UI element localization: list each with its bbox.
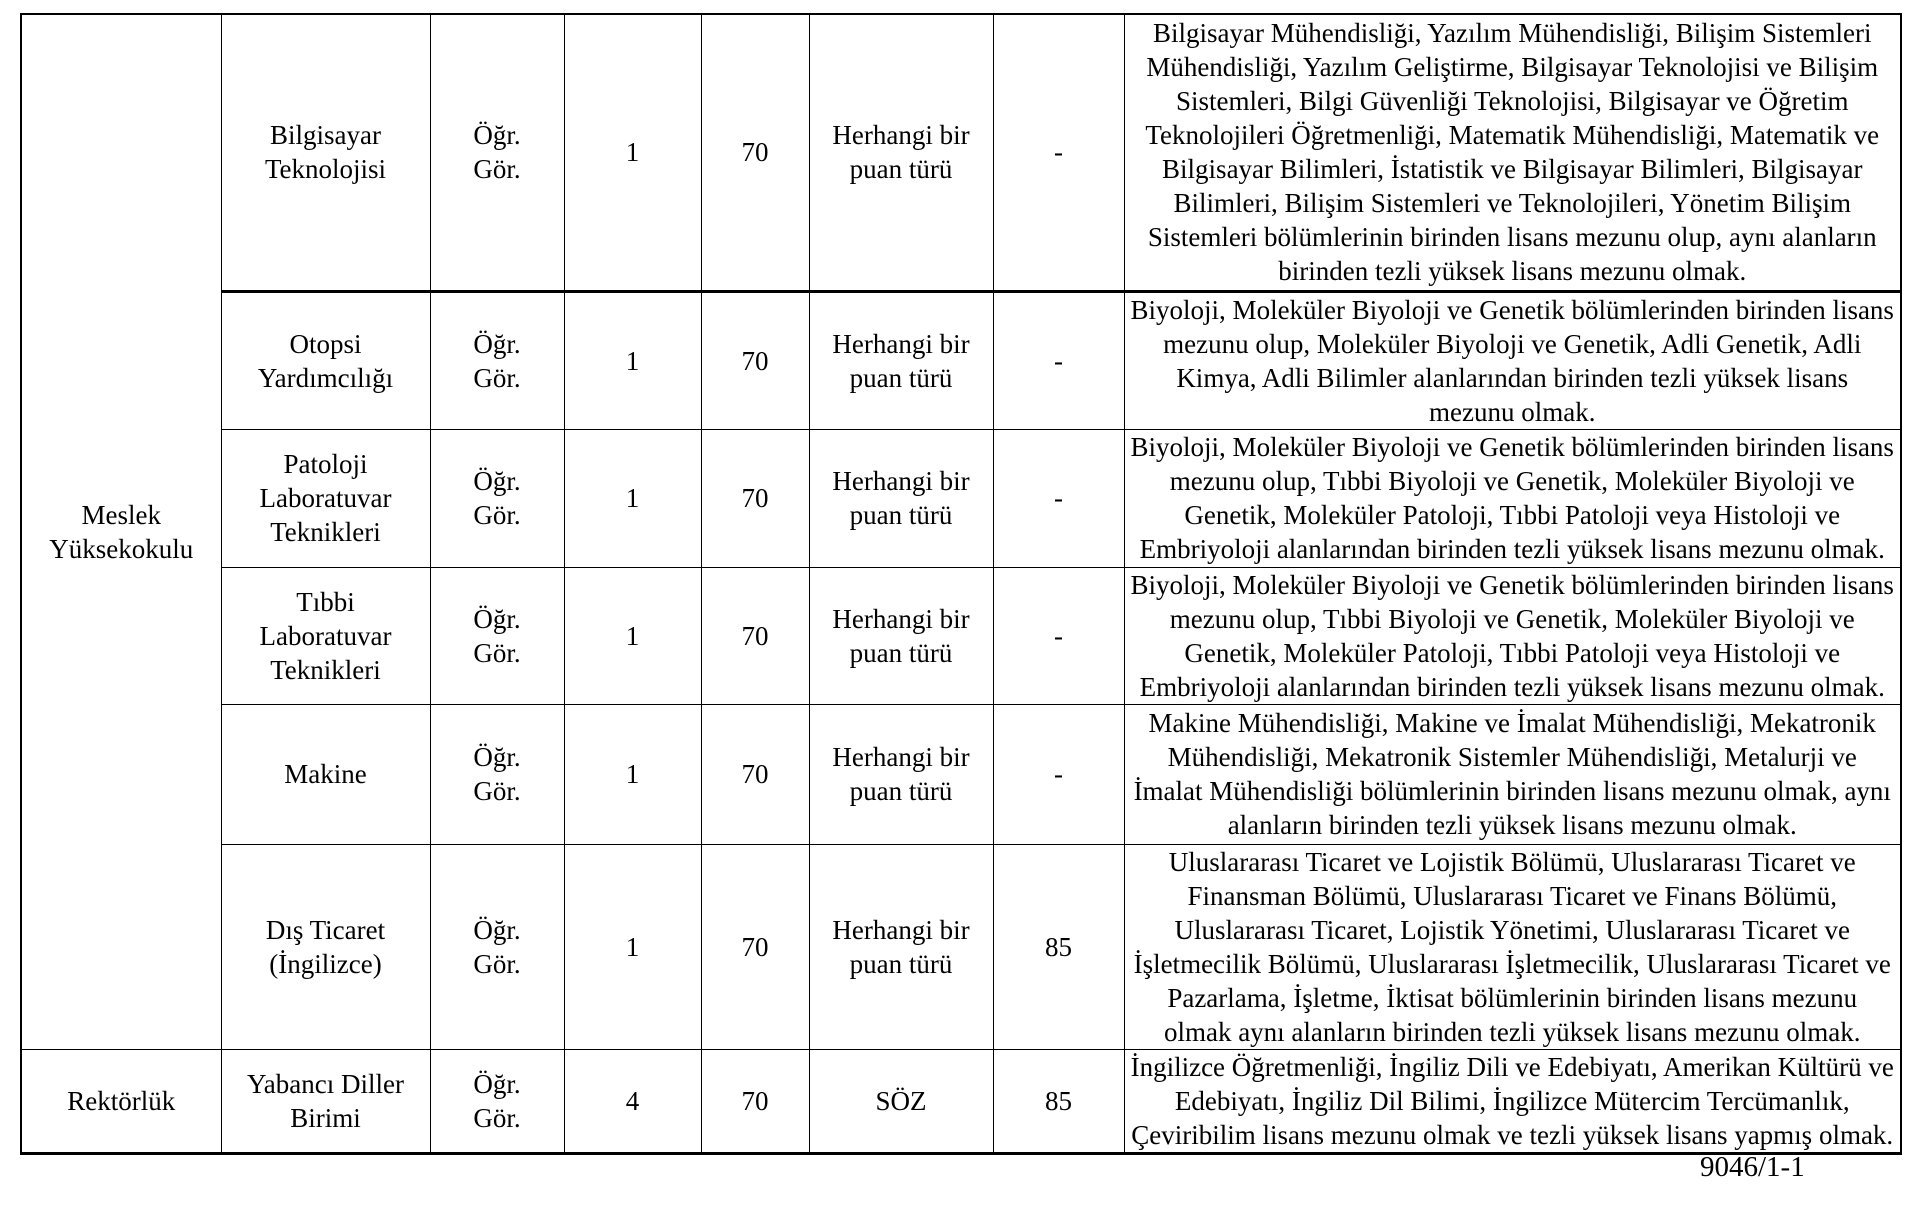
ales-score-value: 70	[741, 1085, 769, 1116]
description-text: Bilgisayar Mühendisliği, Yazılım Mühendisliği, Bilişim Sistemleri Mühendisliği, Yazılım Geliştirme, Bilgisayar Teknolojisi ve Bilişim Sistemleri, Bilgi Güvenliği Teknolojisi, Bilgisayar ve Öğretim Teknolojileri Öğretmenliği, Matematik Mühendisliği, Matematik ve Bilgisayar Bilimleri, İstatistik ve Bilgisayar Bilimleri, Bilgisayar Bilimleri, Bilişim Sistemleri ve Teknolojileri, Yönetim Bilişim Sistemleri bölümlerinin birinden lisans mezunu olup, aynı alanların birinden tezli yüksek lisans mezunu olmak.	[1145, 18, 1880, 287]
program-label: Bilgisayar Teknolojisi	[264, 120, 387, 185]
cell-description	[1124, 704, 1901, 844]
title-label: Öğr. Gör.	[473, 466, 521, 530]
cell-program	[221, 291, 430, 429]
job-postings-table	[20, 13, 1902, 1155]
score-type-label: Herhangi bir puan türü	[832, 328, 970, 393]
score-type-label: Herhangi bir puan türü	[832, 466, 970, 530]
cell-score-type	[809, 704, 993, 844]
language-score-value: -	[1054, 483, 1063, 513]
cell-quota	[564, 14, 701, 291]
cell-score-type	[809, 429, 993, 567]
cell-quota	[564, 429, 701, 567]
quota-value: 4	[625, 1085, 640, 1116]
cell-title	[430, 844, 564, 1049]
cell-quota	[564, 1049, 701, 1153]
description-text: İngilizce Öğretmenliği, İngiliz Dili ve Edebiyatı, Amerikan Kültürü ve Edebiyatı, İngiliz Dil Bilimi, İngilizce Mütercim Tercümanlık, Çeviribilim lisans mezunu olmak ve tezli yüksek lisans yapmış olmak.	[1130, 1051, 1894, 1150]
table-row	[21, 291, 1901, 429]
cell-language-score	[993, 1049, 1124, 1153]
cell-description	[1124, 14, 1901, 291]
title-label: Öğr. Gör.	[473, 914, 521, 979]
table-row	[21, 14, 1901, 291]
quota-value: 1	[625, 759, 640, 789]
cell-title	[430, 14, 564, 291]
description-text: Makine Mühendisliği, Makine ve İmalat Mühendisliği, Mekatronik Mühendisliği, Mekatronik Sistemler Mühendisliği, Metalurji ve İmalat Mühendisliği bölümlerinin birinden lisans mezunu olmak, aynı alanların birinden tezli yüksek lisans mezunu olmak.	[1133, 708, 1891, 840]
cell-title	[430, 1049, 564, 1153]
cell-program	[221, 14, 430, 291]
cell-ales-score	[701, 291, 809, 429]
cell-score-type	[809, 1049, 993, 1153]
program-label: Makine	[284, 759, 367, 789]
cell-unit	[21, 1049, 221, 1153]
program-label: Dış Ticaret (İngilizce)	[265, 914, 386, 979]
title-label: Öğr. Gör.	[473, 742, 521, 806]
program-label: Yabancı Diller Birimi	[247, 1068, 404, 1133]
cell-score-type	[809, 14, 993, 291]
score-type-label: SÖZ	[875, 1085, 927, 1116]
language-score-value: -	[1054, 345, 1063, 376]
score-type-label: Herhangi bir puan türü	[832, 742, 970, 806]
cell-description	[1124, 1049, 1901, 1153]
cell-program	[221, 844, 430, 1049]
table-row	[21, 567, 1901, 704]
ales-score-value: 70	[741, 931, 769, 962]
cell-language-score	[993, 844, 1124, 1049]
cell-description	[1124, 291, 1901, 429]
cell-score-type	[809, 291, 993, 429]
language-score-value: 85	[1045, 1085, 1072, 1116]
table-row	[21, 844, 1901, 1049]
score-type-label: Herhangi bir puan türü	[832, 603, 970, 668]
cell-language-score	[993, 567, 1124, 704]
quota-value: 1	[625, 483, 640, 513]
cell-language-score	[993, 14, 1124, 291]
quota-value: 1	[625, 137, 640, 168]
title-label: Öğr. Gör.	[473, 120, 521, 185]
unit-label: Meslek Yüksekokulu	[49, 499, 194, 564]
program-label: Otopsi Yardımcılığı	[257, 328, 394, 393]
cell-title	[430, 567, 564, 704]
ales-score-value: 70	[741, 620, 769, 651]
table-row	[21, 1049, 1901, 1153]
gazette-reference-number: 9046/1-1	[1700, 1151, 1805, 1183]
description-text: Biyoloji, Moleküler Biyoloji ve Genetik bölümlerinden birinden lisans mezunu olup, Tıbbi Biyoloji ve Genetik, Moleküler Biyoloji ve Genetik, Moleküler Patoloji, Tıbbi Patoloji veya Histoloji ve Embriyoloji alanlarından birinden tezli yüksek lisans mezunu olmak.	[1130, 432, 1894, 564]
quota-value: 1	[625, 620, 640, 651]
cell-ales-score	[701, 844, 809, 1049]
cell-title	[430, 704, 564, 844]
description-text: Biyoloji, Moleküler Biyoloji ve Genetik bölümlerinden birinden lisans mezunu olup, Tıbbi Biyoloji ve Genetik, Moleküler Biyoloji ve Genetik, Moleküler Patoloji, Tıbbi Patoloji veya Histoloji ve Embriyoloji alanlarından birinden tezli yüksek lisans mezunu olmak.	[1130, 569, 1894, 702]
score-type-label: Herhangi bir puan türü	[832, 914, 970, 979]
cell-description	[1124, 429, 1901, 567]
ales-score-value: 70	[741, 137, 769, 168]
cell-program	[221, 567, 430, 704]
language-score-value: -	[1054, 620, 1063, 651]
cell-language-score	[993, 291, 1124, 429]
description-text: Biyoloji, Moleküler Biyoloji ve Genetik bölümlerinden birinden lisans mezunu olup, Moleküler Biyoloji ve Genetik, Adli Genetik, Adli Kimya, Adli Bilimler alanlarından birinden tezli yüksek lisans mezunu olmak.	[1130, 294, 1894, 427]
cell-quota	[564, 704, 701, 844]
cell-ales-score	[701, 14, 809, 291]
score-type-label: Herhangi bir puan türü	[832, 120, 970, 185]
cell-language-score	[993, 429, 1124, 567]
cell-unit	[21, 14, 221, 1049]
program-label: Tıbbi Laboratuvar Teknikleri	[259, 586, 392, 685]
cell-ales-score	[701, 1049, 809, 1153]
cell-description	[1124, 844, 1901, 1049]
title-label: Öğr. Gör.	[473, 603, 521, 668]
title-label: Öğr. Gör.	[473, 328, 521, 393]
unit-label: Rektörlük	[67, 1085, 176, 1116]
cell-quota	[564, 291, 701, 429]
description-text: Uluslararası Ticaret ve Lojistik Bölümü, Uluslararası Ticaret ve Finansman Bölümü, Uluslararası Ticaret ve Finans Bölümü, Uluslararası Ticaret, Lojistik Yönetimi, Uluslararası Ticaret ve İşletmecilik Bölümü, Uluslararası İşletmecilik, Uluslararası Ticaret ve Pazarlama, İşletme, İktisat bölümlerinin birinden lisans mezunu olmak aynı alanların birinden tezli yüksek lisans mezunu olmak.	[1133, 846, 1891, 1047]
table-row	[21, 704, 1901, 844]
cell-score-type	[809, 567, 993, 704]
title-label: Öğr. Gör.	[473, 1068, 521, 1133]
ales-score-value: 70	[741, 483, 769, 513]
cell-ales-score	[701, 704, 809, 844]
language-score-value: -	[1054, 137, 1063, 168]
cell-language-score	[993, 704, 1124, 844]
cell-title	[430, 429, 564, 567]
language-score-value: -	[1054, 759, 1063, 789]
table-row	[21, 429, 1901, 567]
cell-title	[430, 291, 564, 429]
cell-ales-score	[701, 429, 809, 567]
cell-program	[221, 429, 430, 567]
program-label: Patoloji Laboratuvar Teknikleri	[259, 449, 392, 547]
quota-value: 1	[625, 931, 640, 962]
cell-program	[221, 704, 430, 844]
ales-score-value: 70	[741, 345, 769, 376]
cell-ales-score	[701, 567, 809, 704]
ales-score-value: 70	[741, 759, 769, 789]
cell-quota	[564, 844, 701, 1049]
quota-value: 1	[625, 345, 640, 376]
cell-description	[1124, 567, 1901, 704]
cell-program	[221, 1049, 430, 1153]
cell-quota	[564, 567, 701, 704]
language-score-value: 85	[1045, 931, 1072, 962]
cell-score-type	[809, 844, 993, 1049]
